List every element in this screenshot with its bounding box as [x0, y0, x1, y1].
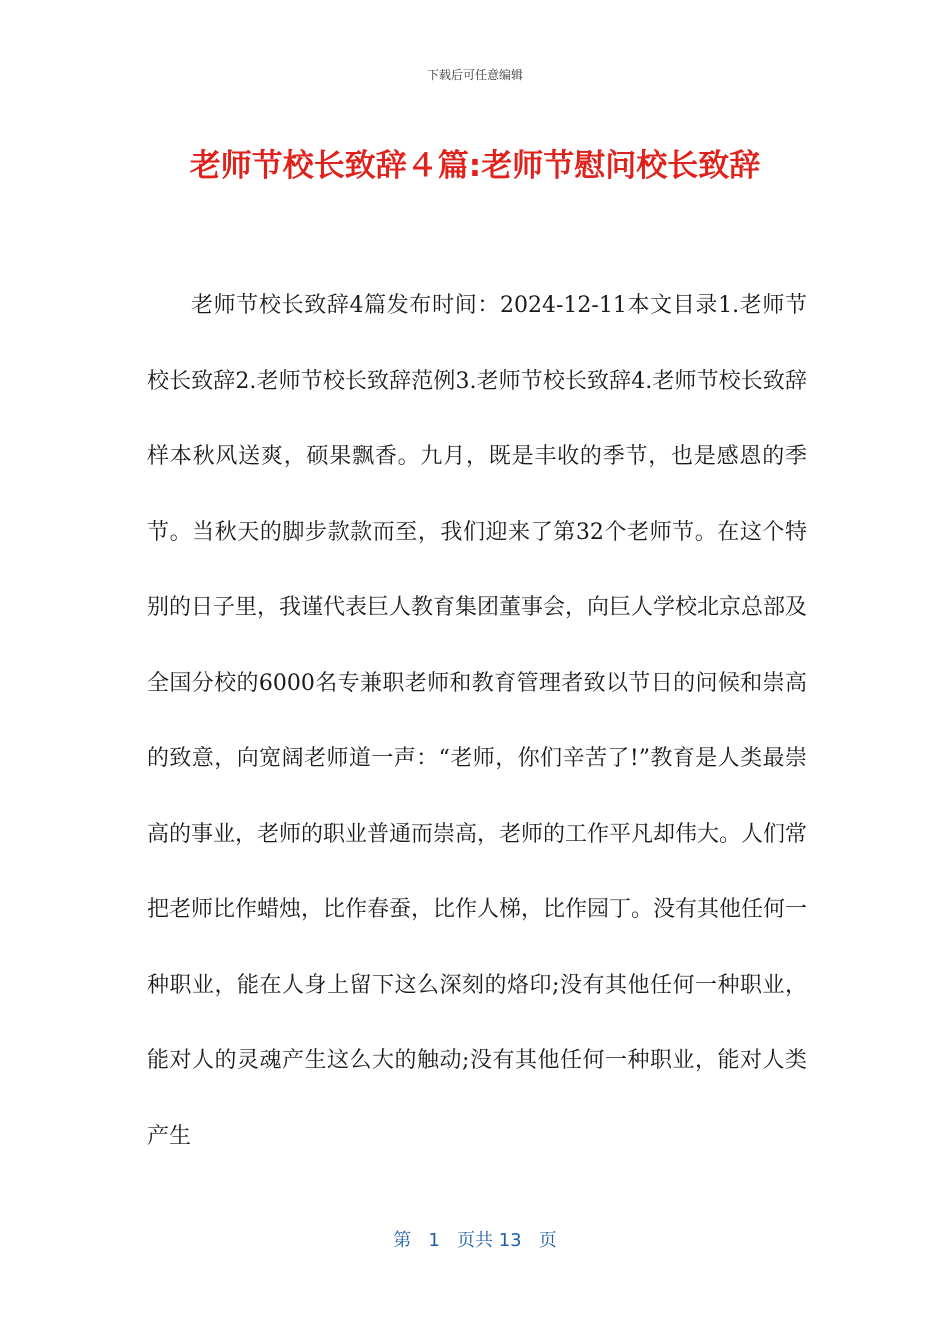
footer-suffix: 页 — [538, 1230, 557, 1251]
footer-current-page: 1 — [428, 1230, 440, 1251]
body-paragraph: 老师节校长致辞4篇发布时间：2024-12-11本文目录1.老师节校长致辞2.老师节校长致辞范例3.老师节校长致辞4.老师节校长致辞样本秋风送爽，硕果飘香。九月，既是丰收的季节，也是感恩的季节。当秋天的脚步款款而至，我们迎来了第32个老师节。在这个特别的日子里，我谨代表巨人教育集团董事会，向巨人学校北京总部及全国分校的6000名专兼职老师和教育管理者致以节日的问候和崇高的致意，向宽阔老师道一声：“老师，你们辛苦了!”教育是人类最崇高的事业，老师的职业普通而崇高，老师的工作平凡却伟大。人们常把老师比作蜡烛，比作春蚕，比作人梯，比作园丁。没有其他任何一种职业，能在人身上留下这么深刻的烙印;没有其他任何一种职业，能对人的灵魂产生这么大的触动;没有其他任何一种职业，能对人类产生 — [147, 293, 807, 1149]
header-note: 下载后可任意编辑 — [426, 68, 523, 82]
document-title: 老师节校长致辞４篇:老师节慰问校长致辞 — [189, 148, 761, 184]
footer-total-pages: 13 — [498, 1230, 522, 1251]
footer-middle: 页共 — [456, 1230, 493, 1251]
page-footer — [0, 1226, 950, 1252]
footer-prefix: 第 — [393, 1230, 412, 1251]
